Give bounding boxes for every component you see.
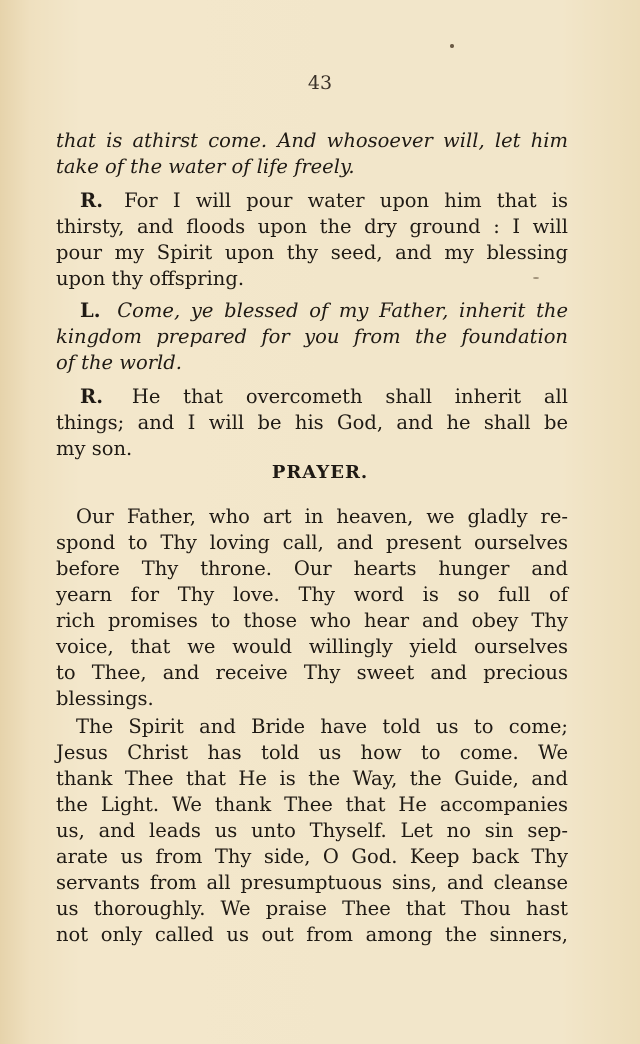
text-line: voice, that we would willingly yield ourselves — [56, 635, 568, 658]
response-line — [80, 384, 568, 410]
text-line: not only called us out from among the sinners, — [56, 923, 568, 946]
text-line: my son. — [56, 437, 133, 460]
paper-speck — [450, 44, 454, 48]
text-line: upon thy offspring. — [56, 267, 245, 290]
text-line: things; and I will be his God, and he shall be — [56, 411, 568, 434]
text-line: arate us from Thy side, O God. Keep back Thy — [56, 845, 568, 868]
text-line: of the world. — [56, 351, 182, 374]
text-line: spond to Thy loving call, and present ourselves — [56, 531, 568, 554]
text-line: us thoroughly. We praise Thee that Thou hast — [56, 897, 568, 920]
text-line: blessings. — [56, 687, 154, 710]
response-line — [80, 188, 568, 214]
text-line: take of the water of life freely. — [56, 155, 355, 178]
page-number: 43 — [307, 72, 333, 94]
text-line: The Spirit and Bride have told us to come; — [76, 715, 568, 738]
speaker-label: L. — [80, 299, 101, 322]
text-line: before Thy throne. Our hearts hunger and — [56, 557, 568, 580]
speaker-label: R. — [80, 189, 103, 212]
text-line: pour my Spirit upon thy seed, and my blessing — [56, 241, 568, 264]
text-line: Our Father, who art in heaven, we gladly re- — [76, 505, 568, 528]
text-span: He that overcometh shall inherit all — [131, 385, 568, 408]
text-line: thank Thee that He is the Way, the Guide, and — [56, 767, 568, 790]
text-line: thirsty, and floods upon the dry ground : I will — [56, 215, 568, 238]
text-line: Jesus Christ has told us how to come. We — [56, 741, 568, 764]
leader-line — [80, 298, 568, 324]
text-line: us, and leads us unto Thyself. Let no sin sep- — [56, 819, 568, 842]
text-line: that is athirst come. And whosoever will, let him — [56, 129, 568, 152]
section-heading: PRAYER. — [271, 462, 369, 483]
text-span: Come, ye blessed of my Father, inherit the — [117, 299, 569, 322]
text-line: kingdom prepared for you from the foundation — [56, 325, 568, 348]
text-line: servants from all presumptuous sins, and cleanse — [56, 871, 568, 894]
speaker-label: R. — [80, 385, 103, 408]
text-line: rich promises to those who hear and obey Thy — [56, 609, 568, 632]
text-line: the Light. We thank Thee that He accompanies — [56, 793, 568, 816]
text-line: to Thee, and receive Thy sweet and precious — [56, 661, 568, 684]
text-line: yearn for Thy love. Thy word is so full of — [56, 583, 568, 606]
text-span: For I will pour water upon him that is — [124, 189, 568, 212]
